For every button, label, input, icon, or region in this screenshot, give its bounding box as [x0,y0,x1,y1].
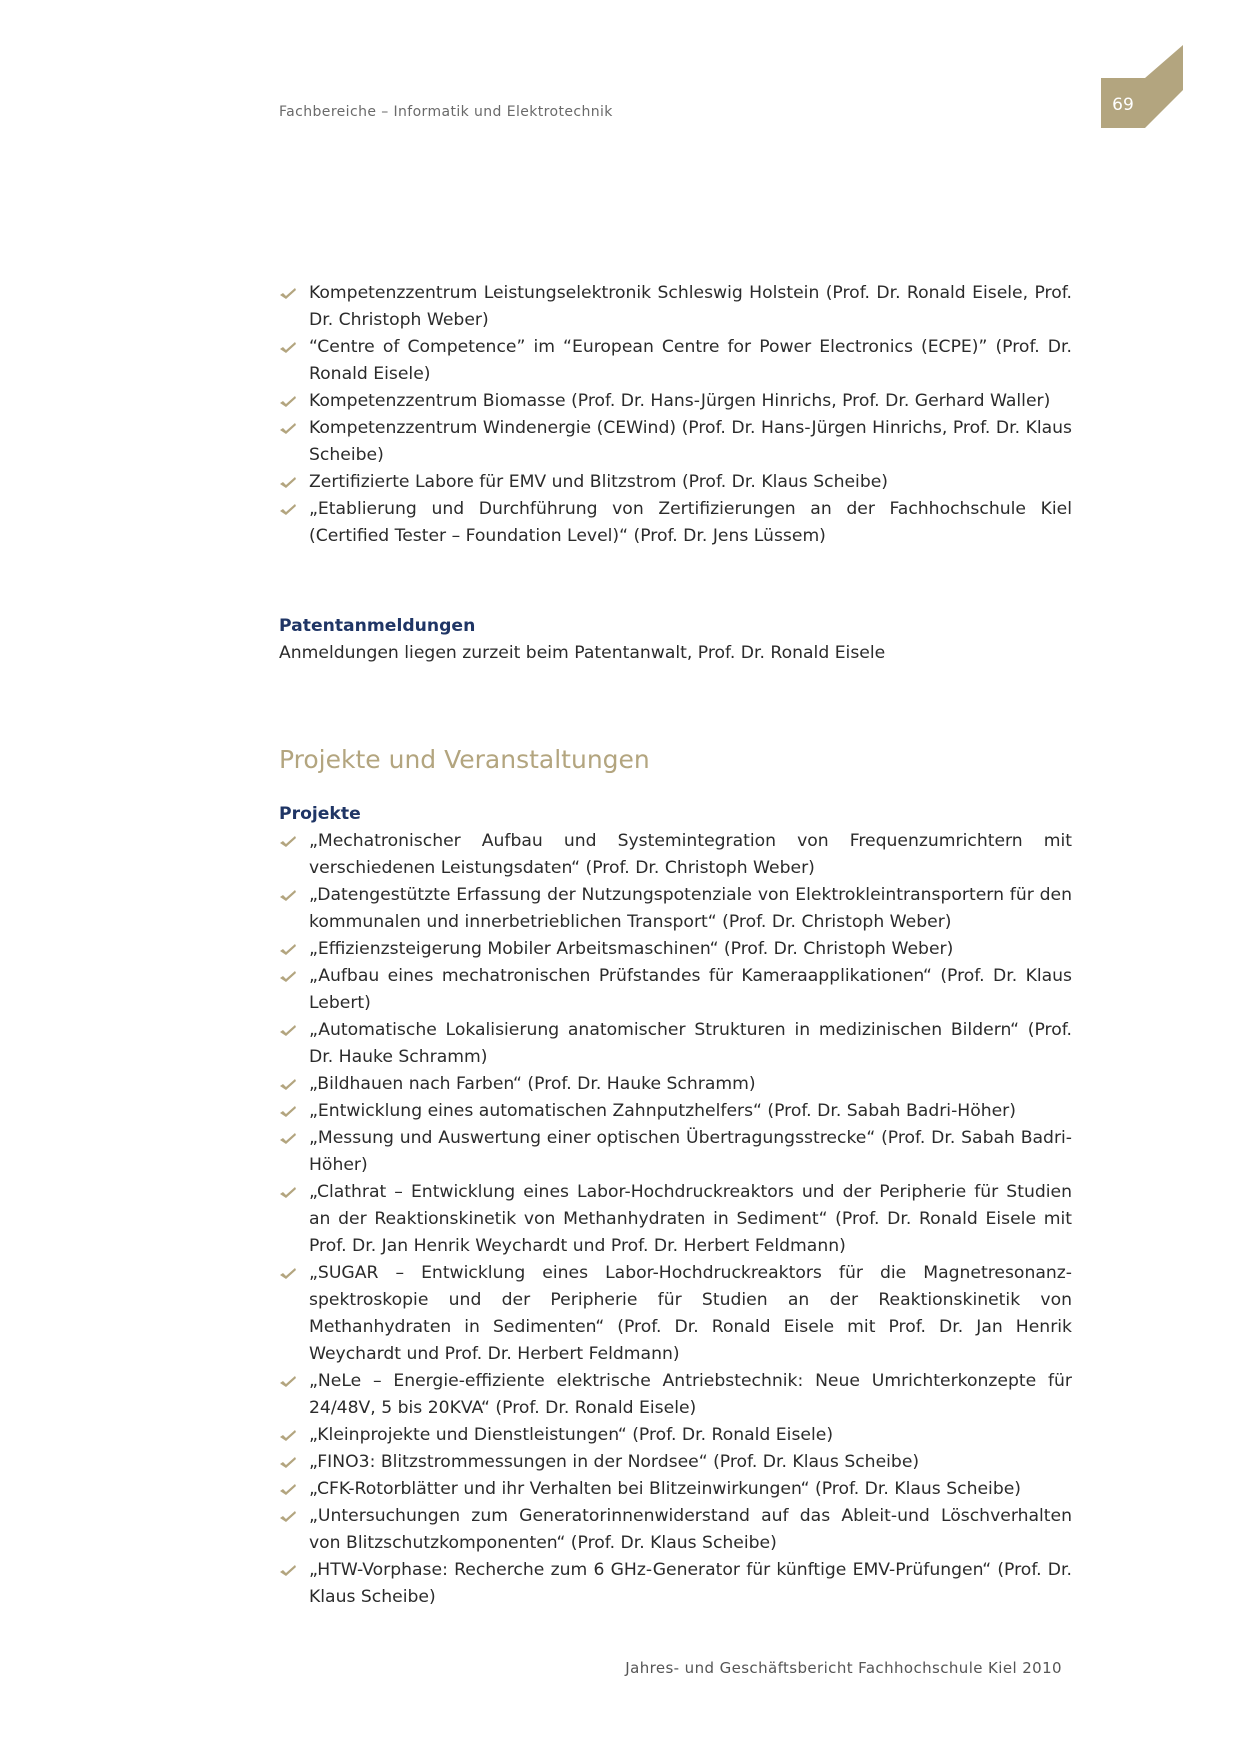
running-head: Fachbereiche – Informatik und Elektrotechnik [279,104,613,120]
list-item-text: Kompetenzzentrum Windenergie (CEWind) (Prof. Dr. Hans-Jürgen Hinrichs, Prof. Dr. Klaus Scheibe) [309,418,1072,465]
list-item [279,1368,1072,1422]
list-item-text: „HTW-Vorphase: Recherche zum 6 GHz-Generator für künftige EMV-Prüfungen“ (Prof. Dr. Klaus Scheibe) [309,1560,1072,1607]
list-item [279,1125,1072,1179]
list-item-text: „FINO3: Blitzstrommessungen in der Nordsee“ (Prof. Dr. Klaus Scheibe) [309,1452,920,1472]
list-item [279,1179,1072,1260]
list-item [279,415,1072,469]
check-pencil-icon [279,835,297,848]
list-item-text: „Kleinprojekte und Dienstleistungen“ (Prof. Dr. Ronald Eisele) [309,1425,834,1445]
list-item [279,334,1072,388]
list-item [279,936,1072,963]
list-item [279,1017,1072,1071]
check-pencil-icon [279,1105,297,1118]
list-item [279,388,1072,415]
check-pencil-icon [279,1510,297,1523]
list-item [279,1503,1072,1557]
list-item [279,1071,1072,1098]
list-item [279,280,1072,334]
list-item [279,1422,1072,1449]
list-item [279,1260,1072,1368]
patents-heading: Patentanmeldungen [279,616,476,636]
list-item-text: „Entwicklung eines automatischen Zahnputzhelfers“ (Prof. Dr. Sabah Badri-Höher) [309,1101,1016,1121]
patents-text: Anmeldungen liegen zurzeit beim Patentanwalt, Prof. Dr. Ronald Eisele [279,643,886,663]
list-item-text: “Centre of Competence” im “European Centre for Power Electronics (ECPE)” (Prof. Dr. Ronald Eisele) [309,337,1072,384]
list-item [279,496,1072,550]
list-item-text: „SUGAR – Entwicklung eines Labor-Hochdruckreaktors für die Magnetresonanz-spektroskopie und der Peripherie für Studien an der Reaktionskinetik von Methanhydraten in Sedimenten“ (Prof. Dr. Ronald Eisele mit Prof. Dr. Jan Henrik Weychardt und Prof. Dr. Herbert Feldmann) [309,1263,1072,1364]
list-item [279,882,1072,936]
list-item-text: „Bildhauen nach Farben“ (Prof. Dr. Hauke Schramm) [309,1074,756,1094]
list-item-text: „CFK-Rotorblätter und ihr Verhalten bei Blitzeinwirkungen“ (Prof. Dr. Klaus Scheibe) [309,1479,1022,1499]
list-item-text: „Etablierung und Durchführung von Zertifizierungen an der Fachhochschule Kiel (Certified Tester – Foundation Level)“ (Prof. Dr. Jens Lüssem) [309,499,1072,546]
check-pencil-icon [279,1375,297,1388]
check-pencil-icon [279,889,297,902]
check-pencil-icon [279,1483,297,1496]
list-item-text: Kompetenzzentrum Leistungselektronik Schleswig Holstein (Prof. Dr. Ronald Eisele, Prof. Dr. Christoph Weber) [309,283,1072,330]
projects-heading: Projekte [279,804,361,824]
list-item [279,1476,1072,1503]
check-pencil-icon [279,970,297,983]
section-title: Projekte und Veranstaltungen [279,745,650,774]
page-number: 69 [1112,95,1134,115]
list-item-text: „Messung und Auswertung einer optischen Übertragungsstrecke“ (Prof. Dr. Sabah Badri-Höher) [309,1128,1072,1175]
check-pencil-icon [279,395,297,408]
check-pencil-icon [279,341,297,354]
list-item [279,828,1072,882]
list-item-text: „Untersuchungen zum Generatorinnenwiderstand auf das Ableit-und Löschverhalten von Blitzschutzkomponenten“ (Prof. Dr. Klaus Scheibe) [309,1506,1072,1553]
check-pencil-icon [279,287,297,300]
list-item-text: „Effizienzsteigerung Mobiler Arbeitsmaschinen“ (Prof. Dr. Christoph Weber) [309,939,954,959]
page-content [279,280,1072,1611]
check-pencil-icon [279,1429,297,1442]
list-item [279,963,1072,1017]
list-item-text: Zertifizierte Labore für EMV und Blitzstrom (Prof. Dr. Klaus Scheibe) [309,472,889,492]
check-pencil-icon [279,1267,297,1280]
check-pencil-icon [279,1564,297,1577]
check-pencil-icon [279,1456,297,1469]
list-item-text: Kompetenzzentrum Biomasse (Prof. Dr. Hans-Jürgen Hinrichs, Prof. Dr. Gerhard Waller) [309,391,1051,411]
check-pencil-icon [279,1186,297,1199]
list-item [279,1557,1072,1611]
list-item-text: „Mechatronischer Aufbau und Systemintegration von Frequenzumrichtern mit verschiedenen Leistungsdaten“ (Prof. Dr. Christoph Weber) [309,831,1072,878]
page-number-tab [1101,45,1183,128]
project-list [279,828,1072,1611]
list-item-text: „NeLe – Energie-effiziente elektrische Antriebstechnik: Neue Umrichterkonzepte für 24/48V, 5 bis 20KVA“ (Prof. Dr. Ronald Eisele) [309,1371,1072,1418]
check-pencil-icon [279,943,297,956]
page-footer: Jahres- und Geschäftsbericht Fachhochschule Kiel 2010 [625,1659,1062,1677]
check-pencil-icon [279,1132,297,1145]
check-pencil-icon [279,503,297,516]
check-pencil-icon [279,422,297,435]
list-item [279,1449,1072,1476]
competence-list [279,280,1072,550]
list-item-text: „Automatische Lokalisierung anatomischer Strukturen in medizinischen Bildern“ (Prof. Dr. Hauke Schramm) [309,1020,1072,1067]
list-item [279,1098,1072,1125]
list-item-text: „Aufbau eines mechatronischen Prüfstandes für Kameraapplikationen“ (Prof. Dr. Klaus Lebert) [309,966,1072,1013]
list-item [279,469,1072,496]
list-item-text: „Clathrat – Entwicklung eines Labor-Hochdruckreaktors und der Peripherie für Studien an der Reaktionskinetik von Methanhydraten in Sediment“ (Prof. Dr. Ronald Eisele mit Prof. Dr. Jan Henrik Weychardt und Prof. Dr. Herbert Feldmann) [309,1182,1072,1256]
check-pencil-icon [279,1078,297,1091]
check-pencil-icon [279,1024,297,1037]
list-item-text: „Datengestützte Erfassung der Nutzungspotenziale von Elektrokleintransportern für den kommunalen und innerbetrieblichen Transport“ (Prof. Dr. Christoph Weber) [309,885,1072,932]
check-pencil-icon [279,476,297,489]
